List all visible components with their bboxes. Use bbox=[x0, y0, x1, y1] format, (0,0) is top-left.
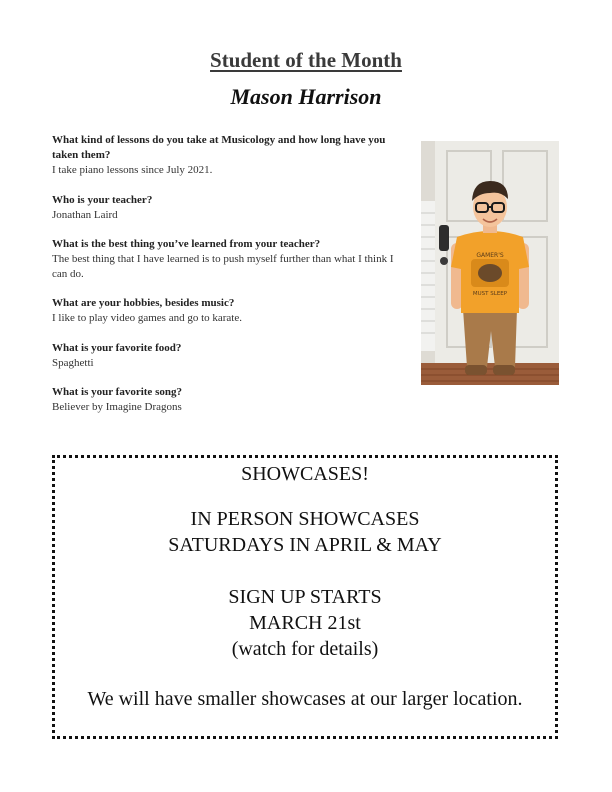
question-text: What is your favorite food? bbox=[52, 341, 182, 354]
showcase-line-signup: SIGN UP STARTS bbox=[228, 586, 382, 608]
shirt-text-top: GAMER'S bbox=[476, 252, 504, 259]
answer-text: Spaghetti bbox=[52, 356, 94, 369]
showcase-line-date: MARCH 21st bbox=[249, 612, 361, 634]
question-text: What kind of lessons do you take at Musicology and how long have you taken them? bbox=[52, 134, 386, 161]
showcase-line-saturdays: SATURDAYS IN APRIL & MAY bbox=[168, 534, 442, 556]
student-photo bbox=[421, 141, 559, 385]
answer-text: I take piano lessons since July 2021. bbox=[52, 164, 213, 176]
showcase-announcement-box bbox=[52, 455, 558, 739]
qa-item-lessons bbox=[52, 133, 402, 178]
question-text: What are your hobbies, besides music? bbox=[52, 297, 235, 309]
qa-item-teacher bbox=[52, 193, 402, 223]
showcase-line-smaller: We will have smaller showcases at our larger location. bbox=[87, 688, 523, 710]
qa-item-food bbox=[52, 341, 402, 371]
answer-text: Believer by Imagine Dragons bbox=[52, 401, 182, 413]
qa-item-song bbox=[52, 385, 402, 415]
answer-text: Jonathan Laird bbox=[52, 208, 118, 221]
interview-list bbox=[52, 133, 402, 430]
question-text: What is the best thing you’ve learned from your teacher? bbox=[52, 238, 321, 250]
question-text: Who is your teacher? bbox=[52, 193, 153, 206]
showcase-line-details: (watch for details) bbox=[231, 638, 379, 660]
question-text: What is your favorite song? bbox=[52, 386, 182, 398]
qa-item-best-thing bbox=[52, 237, 402, 281]
showcase-heading: SHOWCASES! bbox=[241, 463, 369, 485]
qa-item-hobbies bbox=[52, 296, 402, 326]
answer-text: I like to play video games and go to karate. bbox=[52, 312, 242, 324]
showcase-line-in-person: IN PERSON SHOWCASES bbox=[190, 508, 420, 530]
page-title: Student of the Month bbox=[210, 48, 402, 72]
student-name: Mason Harrison bbox=[230, 84, 382, 109]
answer-text: The best thing that I have learned is to push myself further than what I think I can do. bbox=[52, 253, 394, 280]
shirt-text-bottom: MUST SLEEP bbox=[472, 291, 508, 297]
